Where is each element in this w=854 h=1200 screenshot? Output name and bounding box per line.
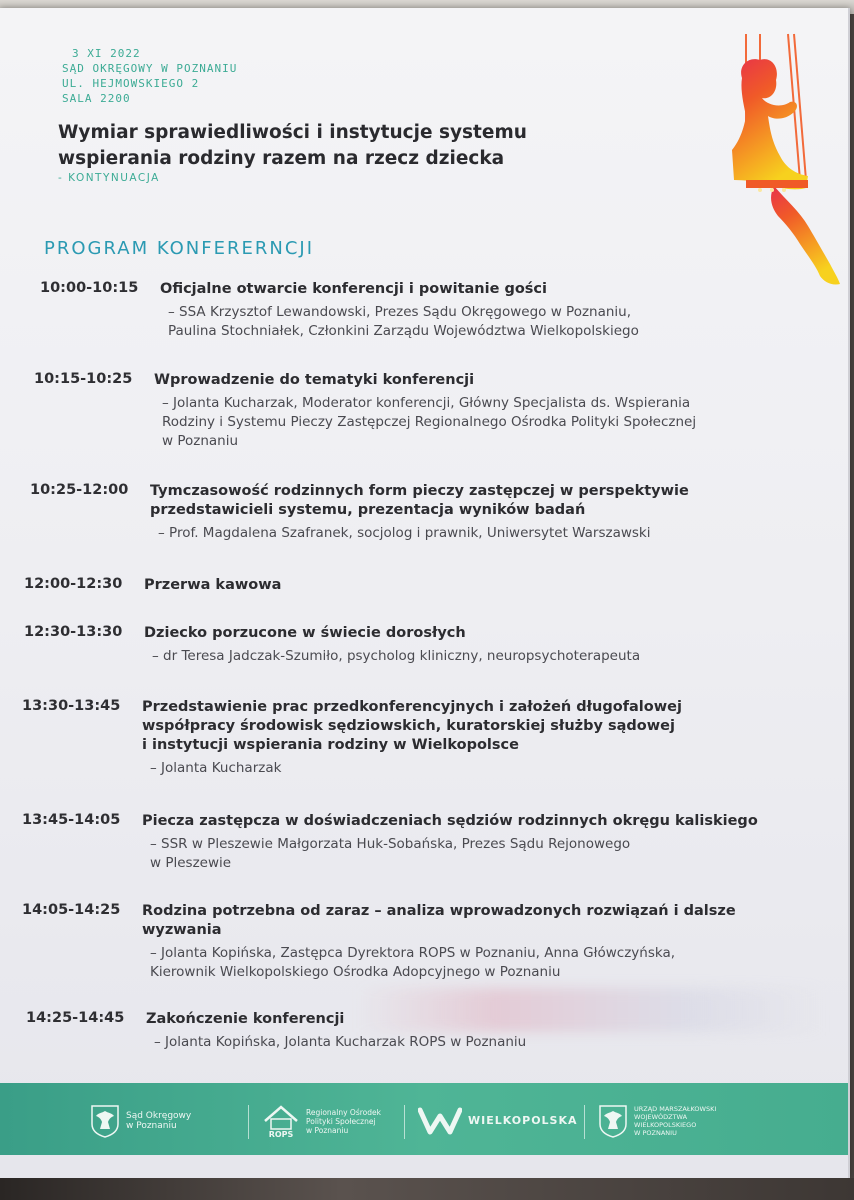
agenda-speakers: – Jolanta Kucharzak (150, 760, 282, 776)
wielkopolska-text: WIELKOPOLSKA (468, 1114, 578, 1127)
agenda-time: 10:00-10:15 (40, 280, 139, 296)
polish-eagle-emblem-icon (90, 1104, 120, 1138)
agenda-time: 13:30-13:45 (22, 698, 121, 714)
sponsor-footer (0, 1083, 848, 1155)
agenda-time: 14:25-14:45 (26, 1010, 125, 1026)
agenda-speakers: – Jolanta Kopińska, Zastępca Dyrektora ROPS w Poznaniu, Anna Główczyńska, Kierownik Wielkopolskiego Ośrodka Adopcyjnego w Poznaniu (150, 945, 676, 980)
rops-abbreviation: ROPS (268, 1130, 294, 1139)
agenda-time: 12:00-12:30 (24, 576, 123, 592)
photo-blur-artifact (356, 988, 826, 1032)
agenda-title: Wprowadzenie do tematyki konferencji (154, 372, 475, 388)
venue-info (62, 46, 237, 106)
marshal-office-logo (598, 1101, 716, 1141)
agenda-title: Zakończenie konferencji (146, 1011, 345, 1027)
agenda-title: Rodzina potrzebna od zaraz – analiza wprowadzonych rozwiązań i dalsze wyzwania (142, 903, 736, 938)
agenda-speakers: – SSA Krzysztof Lewandowski, Prezes Sądu Okręgowego w Poznaniu, Paulina Stochniałek, Członkini Zarządu Województwa Wielkopolskiego (168, 304, 639, 339)
footer-divider (584, 1105, 585, 1139)
agenda-body (142, 698, 832, 778)
conference-title (58, 120, 638, 172)
agenda-title: Tymczasowość rodzinnych form pieczy zastępczej w perspektywie przedstawicieli systemu, prezentacja wyników badań (150, 483, 689, 518)
program-heading: PROGRAM KONFERERNCJI (44, 238, 315, 259)
venue-room: SALA 2200 (62, 92, 131, 105)
agenda-title: Przedstawienie prac przedkonferencyjnych i założeń długofalowej współpracy środowisk sędziowskich, kuratorskiej służby sądowej i instytucji wspierania rodziny w Wielkopolsce (142, 699, 682, 753)
marshal-office-text: URZĄD MARSZAŁKOWSKI WOJEWÓDZTWA WIELKOPOLSKIEGO W POZNANIU (634, 1105, 717, 1137)
court-logo-text: Sąd Okręgowy w Poznaniu (126, 1111, 192, 1131)
agenda-title: Oficjalne otwarcie konferencji i powitanie gości (160, 281, 547, 297)
child-on-swing-logo-icon (722, 30, 842, 290)
marshal-eagle-emblem-icon (598, 1104, 628, 1138)
agenda-body (142, 812, 832, 873)
agenda-speakers: – Prof. Magdalena Szafranek, socjolog i prawnik, Uniwersytet Warszawski (158, 525, 651, 541)
agenda-time: 14:05-14:25 (22, 902, 121, 918)
conference-program-sheet (0, 8, 850, 1178)
conference-subtitle: - KONTYNUACJA (58, 172, 160, 184)
agenda-title: Piecza zastępcza w doświadczeniach sędziów rodzinnych okręgu kaliskiego (142, 813, 758, 829)
table-surface (0, 1178, 854, 1200)
rops-house-logo-icon (262, 1103, 300, 1139)
title-line-1: Wymiar sprawiedliwości i instytucje systemu (58, 122, 527, 143)
agenda-body (160, 280, 850, 341)
agenda-speakers: – dr Teresa Jadczak-Szumiło, psycholog kliniczny, neuropsychoterapeuta (152, 648, 641, 664)
agenda-title: Dziecko porzucone w świecie dorosłych (144, 625, 466, 641)
wielkopolska-w-logo-icon (418, 1106, 462, 1136)
rops-logo (262, 1101, 381, 1141)
agenda-speakers: – Jolanta Kucharzak, Moderator konferencji, Główny Specjalista ds. Wspierania Rodziny i Systemu Pieczy Zastępczej Regionalnego Ośrodka Polityki Społecznej w Poznaniu (162, 395, 697, 449)
footer-divider (404, 1105, 405, 1139)
event-date: 3 XI 2022 (72, 47, 141, 60)
agenda-title: Przerwa kawowa (144, 577, 282, 593)
agenda-body (144, 576, 834, 595)
agenda-time: 10:25-12:00 (30, 482, 129, 498)
agenda-time: 10:15-10:25 (34, 371, 133, 387)
agenda-speakers: – Jolanta Kopińska, Jolanta Kucharzak ROPS w Poznaniu (154, 1034, 527, 1050)
agenda-speakers: – SSR w Pleszewie Małgorzata Huk-Sobańska, Prezes Sądu Rejonowego w Pleszewie (150, 836, 631, 871)
agenda-body (144, 624, 834, 666)
agenda-body (150, 482, 840, 543)
footer-divider (248, 1105, 249, 1139)
title-line-2: wspierania rodziny razem na rzecz dziecka (58, 148, 505, 169)
court-logo (90, 1101, 191, 1141)
venue-street: UL. HEJMOWSKIEGO 2 (62, 77, 200, 90)
rops-logo-text: Regionalny Ośrodek Polityki Społecznej w Poznaniu (306, 1107, 381, 1135)
agenda-body (154, 371, 844, 451)
agenda-body (142, 902, 832, 982)
venue-court: SĄD OKRĘGOWY W POZNANIU (62, 62, 238, 75)
wielkopolska-logo (418, 1101, 578, 1141)
agenda-time: 13:45-14:05 (22, 812, 121, 828)
agenda-time: 12:30-13:30 (24, 624, 123, 640)
